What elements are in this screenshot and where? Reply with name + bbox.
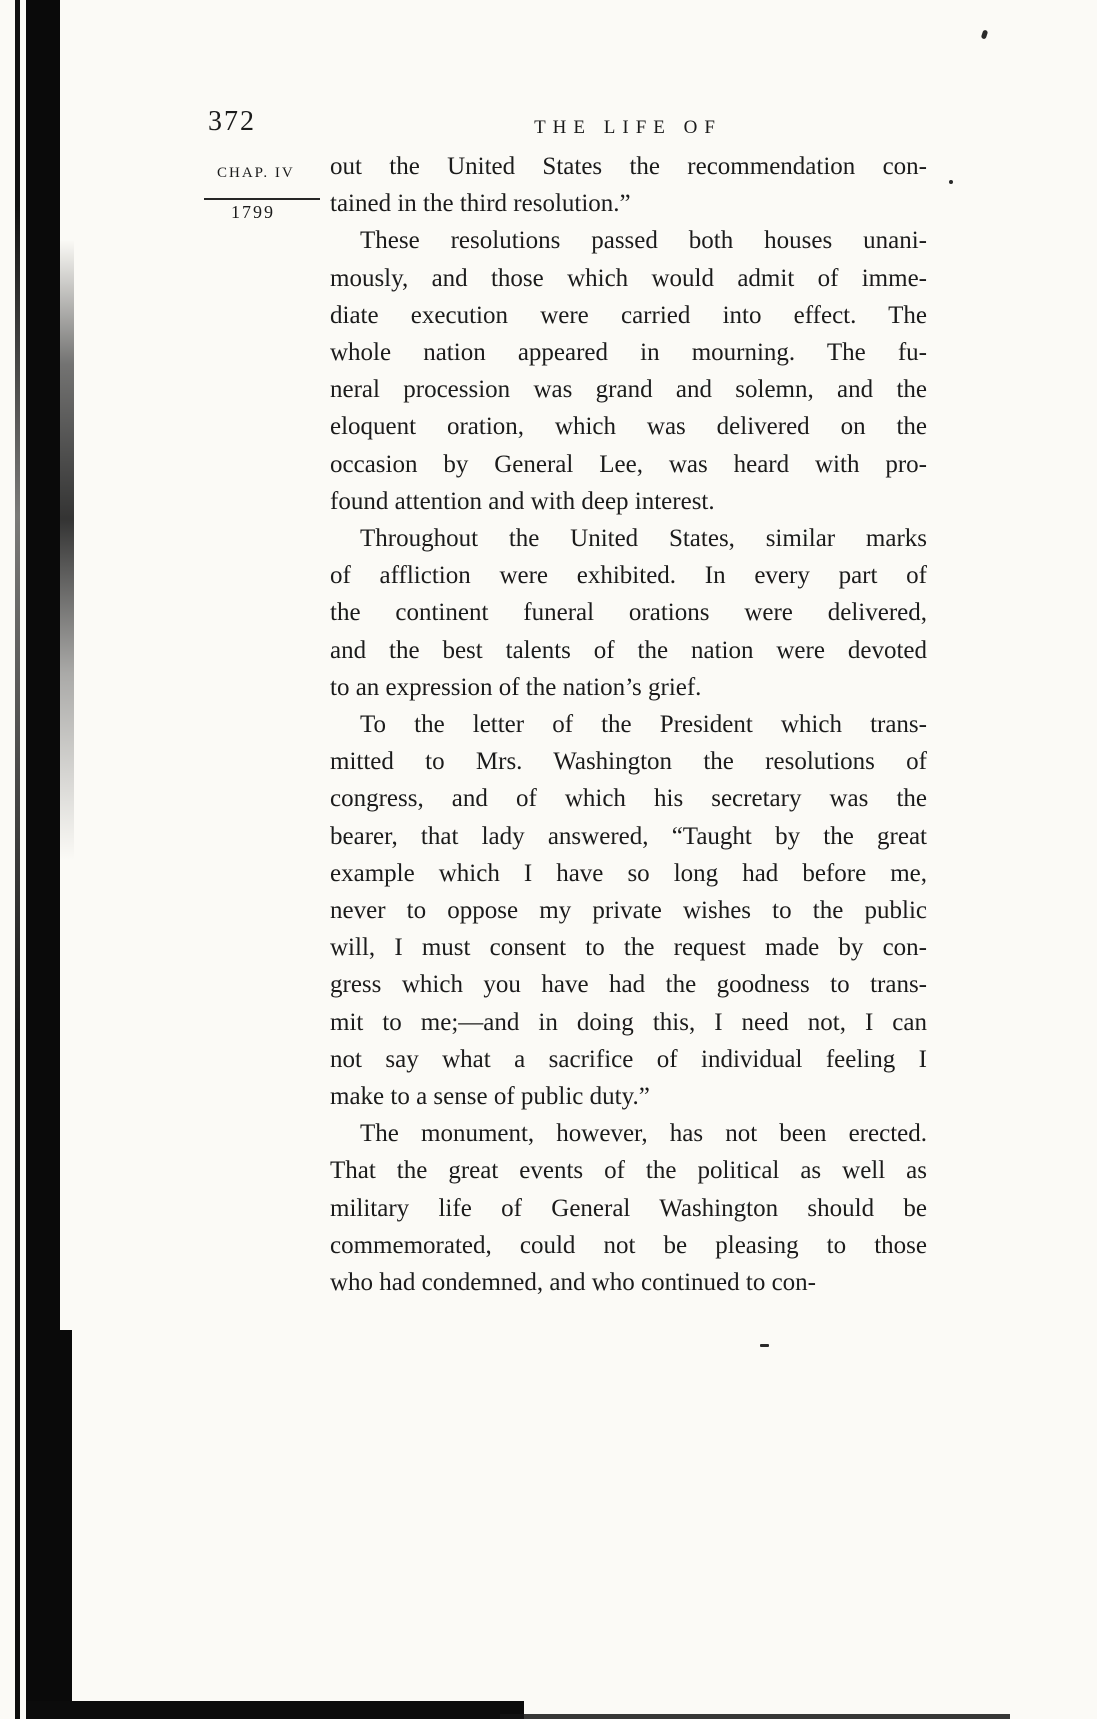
text-line: These resolutions passed both houses unani- — [360, 227, 927, 255]
text-line: make to a sense of public duty.” — [330, 1083, 650, 1111]
body-text — [330, 148, 927, 1301]
page-bottom-scan-bar — [26, 1701, 524, 1719]
text-line: whole nation appeared in mourning. The fu- — [330, 339, 927, 367]
margin-note-divider — [204, 198, 320, 200]
text-line: mitted to Mrs. Washington the resolutions of — [330, 748, 927, 776]
chapter-margin-note: CHAP. IV — [217, 165, 295, 181]
page-number: 372 — [208, 106, 256, 137]
text-line: To the letter of the President which trans- — [360, 711, 927, 739]
text-line: mously, and those which would admit of imme- — [330, 264, 927, 292]
running-header: THE LIFE OF — [534, 117, 722, 138]
binding-shadow-bottom — [26, 1330, 72, 1719]
text-line: diate execution were carried into effect. The — [330, 301, 927, 329]
text-line: found attention and with deep interest. — [330, 487, 715, 515]
page-bottom-scan-line — [500, 1714, 1010, 1719]
scan-speck — [760, 1344, 769, 1347]
year-margin-note: 1799 — [231, 202, 275, 222]
binding-shadow-streaks — [60, 240, 74, 860]
text-line: of affliction were exhibited. In every part of — [330, 562, 927, 590]
text-line: commemorated, could not be pleasing to those — [330, 1231, 927, 1259]
text-line: example which I have so long had before me, — [330, 859, 927, 887]
text-line: tained in the third resolution.” — [330, 190, 631, 218]
scan-speck — [981, 29, 989, 39]
binding-shadow-thin-line — [15, 0, 20, 1719]
text-line: military life of General Washington should be — [330, 1194, 927, 1222]
text-line: That the great events of the political as well as — [330, 1157, 927, 1185]
text-line: neral procession was grand and solemn, and the — [330, 376, 927, 404]
text-line: not say what a sacrifice of individual feeling I — [330, 1045, 927, 1073]
text-line: congress, and of which his secretary was the — [330, 785, 927, 813]
text-line: the continent funeral orations were delivered, — [330, 599, 927, 627]
text-line: eloquent oration, which was delivered on the — [330, 413, 927, 441]
text-line: who had condemned, and who continued to con- — [330, 1269, 816, 1297]
text-line: to an expression of the nation’s grief. — [330, 673, 702, 701]
text-line: The monument, however, has not been erected. — [360, 1120, 927, 1148]
text-line: mit to me;—and in doing this, I need not, I can — [330, 1008, 927, 1036]
text-line: and the best talents of the nation were devoted — [330, 636, 927, 664]
text-line: gress which you have had the goodness to trans- — [330, 971, 927, 999]
text-line: never to oppose my private wishes to the public — [330, 897, 927, 925]
text-line: Throughout the United States, similar marks — [360, 525, 927, 553]
text-line: occasion by General Lee, was heard with pro- — [330, 450, 927, 478]
text-line: out the United States the recommendation con- — [330, 153, 927, 180]
text-line: bearer, that lady answered, “Taught by the great — [330, 822, 927, 850]
text-line: will, I must consent to the request made by con- — [330, 934, 927, 962]
scan-speck — [949, 180, 953, 184]
